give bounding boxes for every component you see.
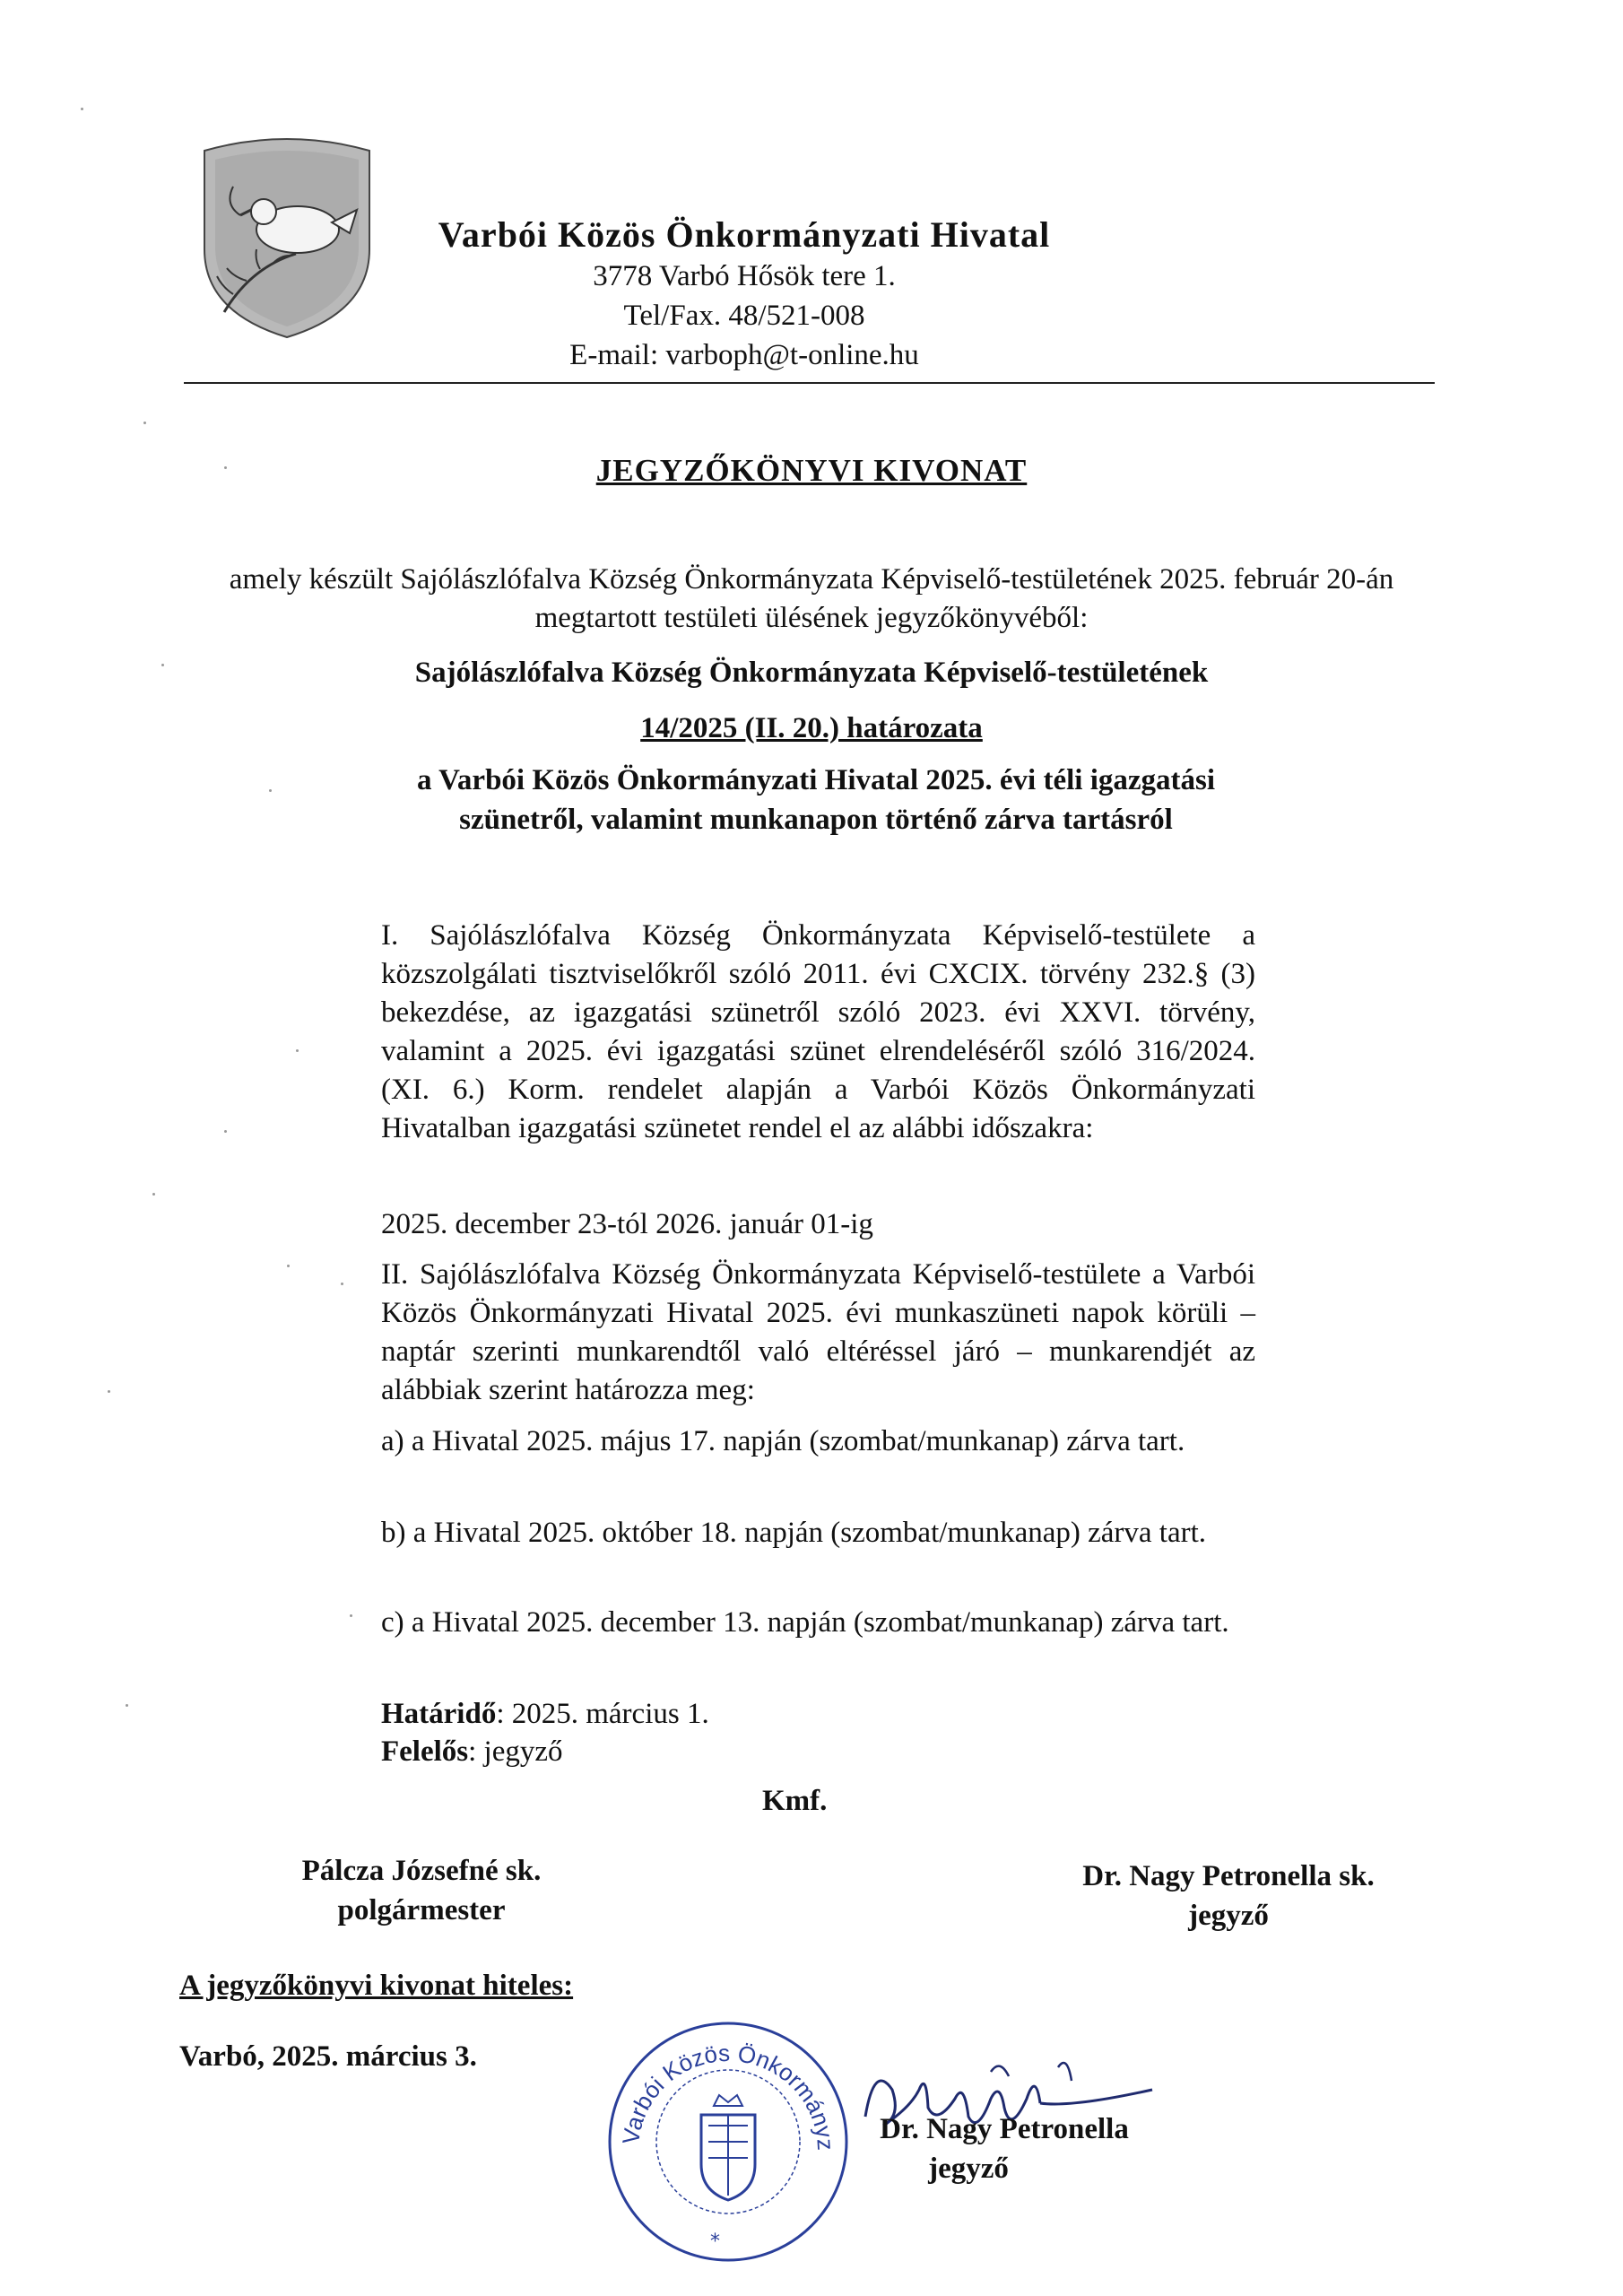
responsible-label: Felelős [381, 1735, 469, 1768]
notary-signature-block [1022, 1857, 1435, 1935]
deadline-line [381, 1695, 1255, 1734]
header-divider [184, 382, 1435, 384]
deadline-value: : 2025. március 1. [496, 1698, 709, 1730]
svg-text:*: * [710, 2231, 720, 2253]
office-telfax: Tel/Fax. 48/521-008 [623, 300, 865, 332]
responsible-value: : jegyző [468, 1735, 563, 1768]
notary-title: jegyző [1188, 1900, 1269, 1932]
resolution-number-wrap [197, 709, 1426, 748]
stamp-text: Varbói Közös Önkormányz [617, 2039, 840, 2152]
closure-item-c: c) a Hivatal 2025. december 13. napján (szombat/munkanap) zárva tart. [381, 1606, 1229, 1639]
resolution-number: 14/2025 (II. 20.) határozata [640, 712, 983, 744]
authenticator-name: Dr. Nagy Petronella [880, 2113, 1129, 2145]
official-stamp [603, 2016, 854, 2267]
resolution-body: Sajólászlófalva Község Önkormányzata Képviselő-testületének [414, 657, 1209, 689]
kmf-label: Kmf. [762, 1785, 828, 1817]
section-two-text: II. Sajólászlófalva Község Önkormányzata Képviselő-testülete a Varbói Közös Önkormányzati Hivatal 2025. évi munkaszüneti napok körüli – naptár szerinti munkarendtől való eltéréssel járó – munkarendjét az alábbiak szerint határozza meg: [381, 1258, 1255, 1406]
authenticator-title: jegyző [928, 2152, 1009, 2185]
closure-item-a: a) a Hivatal 2025. május 17. napján (szombat/munkanap) zárva tart. [381, 1425, 1185, 1457]
resolution-subject: a Varbói Közös Önkormányzati Hivatal 2025. évi téli igazgatási szünetről, valamint munkanapon történő zárva tartásról [416, 764, 1216, 836]
section-one-text: I. Sajólászlófalva Község Önkormányzata Képviselő-testülete a közszolgálati tisztviselőkről szóló 2011. évi CXCIX. törvény 232.§ (3) bekezdése, az igazgatási szünetről szóló 2023. évi XXVI. törvény, valamint a 2025. évi igazgatási szünet elrendeléséről szóló 316/2024. (XI. 6.) Korm. rendelet alapján a Varbói Közös Önkormányzati Hivatalban igazgatási szünetet rendel el az alábbi időszakra: [381, 919, 1255, 1144]
office-name: Varbói Közös Önkormányzati Hivatal [438, 214, 1051, 255]
leave-period: 2025. december 23-tól 2026. január 01-ig [381, 1208, 873, 1240]
office-email: E-mail: varboph@t-online.hu [569, 339, 919, 371]
authenticator-block [856, 2109, 1152, 2188]
document-title [0, 453, 1623, 489]
mayor-name: Pálcza Józsefné sk. [301, 1855, 542, 1887]
mayor-signature-block [224, 1851, 619, 1930]
svg-text:Varbói Közös Önkormányzati Hiv [603, 2016, 839, 2152]
deadline-label: Határidő [381, 1698, 497, 1730]
office-address: 3778 Varbó Hősök tere 1. [593, 260, 896, 292]
coat-of-arms-logo [197, 133, 377, 339]
notary-name: Dr. Nagy Petronella sk. [1082, 1860, 1375, 1892]
intro-text: amely készült Sajólászlófalva Község Önkormányzata Képviselő-testületének 2025. február 20-án megtartott testületi ülésének jegyzőkönyvéből: [229, 563, 1394, 634]
mayor-title: polgármester [337, 1894, 506, 1926]
authentication-place-date: Varbó, 2025. március 3. [179, 2040, 477, 2073]
closure-item-b: b) a Hivatal 2025. október 18. napján (szombat/munkanap) zárva tart. [381, 1517, 1207, 1549]
responsible-line [381, 1733, 1255, 1771]
authentication-label: A jegyzőkönyvi kivonat hiteles: [179, 1970, 574, 2002]
document-title-text: JEGYZŐKÖNYVI KIVONAT [595, 453, 1028, 488]
